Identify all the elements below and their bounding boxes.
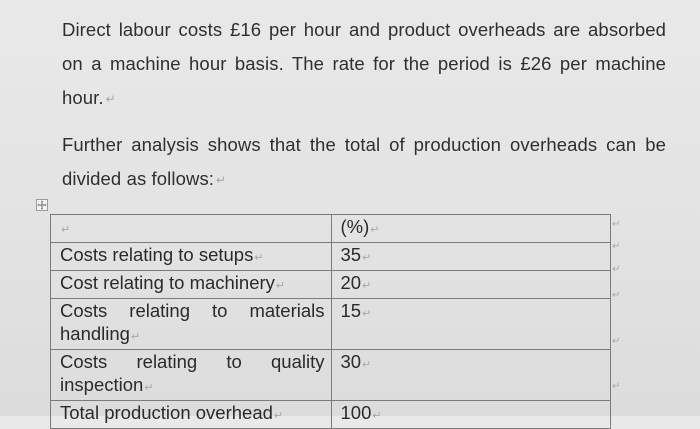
row-value: 15: [340, 300, 362, 321]
row-value-cell[interactable]: [331, 401, 611, 429]
row-end-mark: ↵: [612, 219, 621, 230]
paragraph-text: Further analysis shows that the total of production overheads can be divided as follows:: [62, 134, 666, 189]
paragraph-analysis[interactable]: [62, 128, 666, 197]
header-value-cell[interactable]: [331, 215, 611, 243]
row-label-cell[interactable]: [51, 243, 332, 271]
row-value: 35: [340, 244, 362, 265]
row-label: Cost relating to machinery: [60, 272, 275, 293]
row-end-mark: ↵: [612, 336, 621, 347]
header-value: (%): [340, 216, 370, 237]
table-row: [51, 243, 611, 271]
row-end-mark: ↵: [612, 290, 621, 301]
row-end-mark: ↵: [612, 241, 621, 252]
cell-mark: ↵: [130, 331, 141, 343]
table-row: [51, 299, 611, 350]
row-value-cell[interactable]: [331, 243, 611, 271]
table-row: [51, 350, 611, 401]
paragraph-mark: ↵: [216, 173, 227, 187]
row-label-cell[interactable]: [51, 299, 332, 350]
cell-mark: ↵: [362, 252, 372, 264]
row-label-cell[interactable]: [51, 401, 332, 429]
table-row: [51, 401, 611, 429]
overheads-table[interactable]: [50, 214, 611, 429]
row-end-mark: ↵: [612, 264, 621, 275]
paragraph-mark: ↵: [105, 92, 116, 106]
row-value: 30: [340, 351, 362, 372]
cell-mark: ↵: [362, 359, 372, 371]
row-value: 20: [340, 272, 362, 293]
row-value-cell[interactable]: [331, 350, 611, 401]
cell-mark: ↵: [362, 280, 372, 292]
cell-mark: ↵: [370, 224, 380, 236]
row-value: 100: [340, 402, 372, 423]
cell-mark: ↵: [144, 382, 154, 394]
header-label-cell[interactable]: [51, 215, 332, 243]
row-label: Total production overhead: [60, 402, 273, 423]
row-label-cell[interactable]: [51, 350, 332, 401]
paragraph-text: Direct labour costs £16 per hour and product overheads are absorbed on a machine hour basis. The rate for the period is £26 per machine hour.: [62, 19, 666, 108]
move-cross-icon: [37, 200, 47, 210]
row-label: Costs relating to quality inspection: [60, 351, 325, 395]
cell-mark: ↵: [275, 280, 286, 292]
cell-mark: ↵: [61, 224, 71, 236]
paragraph-rates[interactable]: [62, 13, 666, 116]
cell-mark: ↵: [372, 410, 382, 422]
row-label-cell[interactable]: [51, 271, 332, 299]
cell-mark: ↵: [362, 308, 372, 320]
table-header-row: [51, 215, 611, 243]
row-value-cell[interactable]: [331, 299, 611, 350]
row-value-cell[interactable]: [331, 271, 611, 299]
table-move-handle[interactable]: [36, 199, 48, 211]
row-end-mark: ↵: [612, 381, 621, 392]
cell-mark: ↵: [254, 252, 264, 264]
table-row: [51, 271, 611, 299]
row-label: Costs relating to setups: [60, 244, 254, 265]
row-label: Costs relating to materials handling: [60, 300, 325, 344]
cell-mark: ↵: [273, 410, 284, 422]
